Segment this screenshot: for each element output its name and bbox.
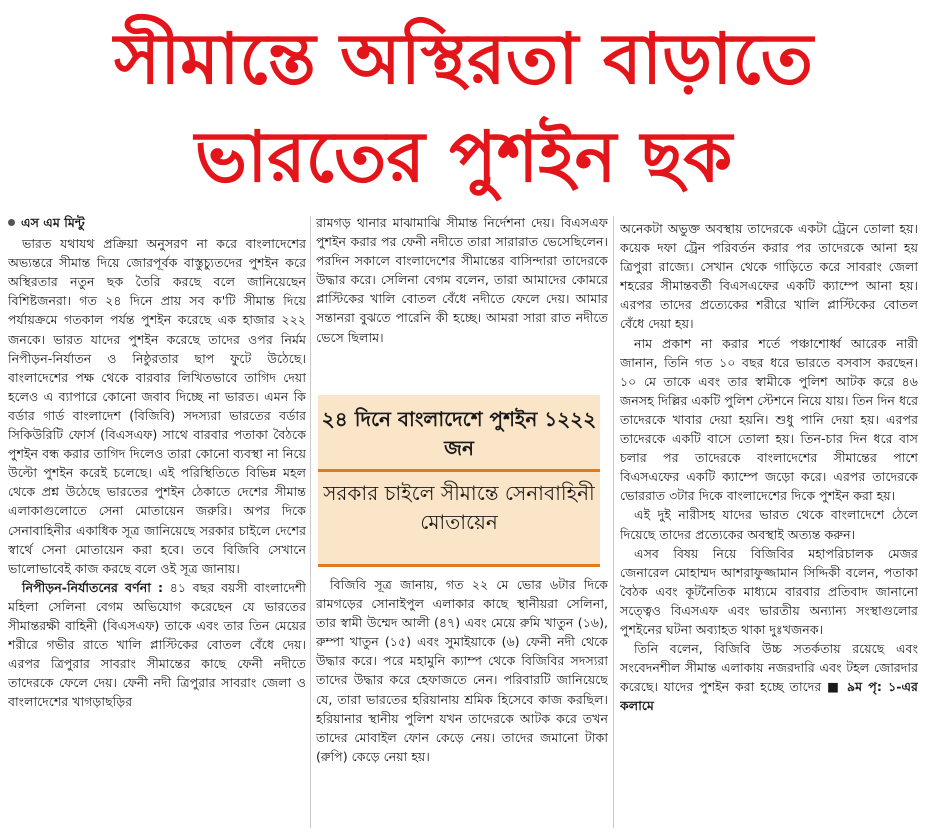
headline-line-1: সীমান্তে অস্থিরতা বাড়াতে: [113, 18, 814, 100]
callout-subhead: সরকার চাইলে সীমান্তে সেনাবাহিনী মোতায়েন: [323, 481, 595, 534]
callout-box: [318, 395, 600, 567]
paragraph: [620, 639, 918, 715]
headline: [0, 0, 927, 210]
callout-highlight: ২৪ দিনে বাংলাদেশে পুশইন ১২২২ জন: [321, 407, 597, 460]
column-2-bottom: [316, 575, 608, 830]
paragraph: এই দুই নারীসহ যাদের ভারত থেকে বাংলাদেশে ঠেলে দিয়েছে তাদের প্রত্যেকের অবস্থাই অত্যন্ত করুন।: [620, 507, 918, 542]
bullet-icon: [8, 219, 15, 226]
byline-text: এস এম মিন্টু: [21, 215, 85, 230]
column-2-top: [316, 213, 608, 389]
column-divider: [310, 216, 311, 828]
paragraph-text: তিনি বলেন, বিজিবি উচ্চ সতর্কতায় রয়েছে এবং সংবেদনশীল সীমান্ত এলাকায় নজরদারি এবং টহল জোরদার করেছে। যাদের পুশইন করা হচ্ছে তাদের: [620, 641, 918, 695]
column-1: [8, 213, 306, 830]
paragraph: নাম প্রকাশ না করার শর্তে পঞ্চাশোর্ধ্ব আরেক নারী জানান, তিনি গত ১০ বছর ধরে ভারতে বসবাস করছেন। ১০ মে তাকে এবং তার স্বামীকে পুলিশ আটক করে ৪৬ জনসহ দিল্লির একটি পুলিশ স্টেশনে নিয়ে যায়। তিন দিন ধরে তাদেরকে খাবার দেয়া হয়নি। শুধু পানি দেয়া হয়। এরপর তাদেরকে একটি বাসে তোলা হয়। তিন-চার দিন ধরে বাস চলার পর তাদেরকে বাংলাদেশের সীমান্তের পাশে বিএসএফের একটি ক্যাম্পে জড়ো করে। এরপর তাদেরকে ভোররাত ৩টার দিকে বাংলাদেশের দিকে পুশইন করা হয়।: [620, 335, 918, 504]
paragraph: রামগড় থানার মাঝামাঝি সীমান্ত নির্দেশনা দেয়। বিএসএফ পুশইন করার পর ফেনী নদীতে তারা সারারাত ভেসেছিলেন। পরদিন সকালে বাংলাদেশের সীমান্তের বাসিন্দারা তাদেরকে উদ্ধার করে। সেলিনা বেগম বলেন, তারা আমাদের কোমরে প্লাস্টিকের খালি বোতল বেঁধে নদীতে ফেলে দেয়। আমার সন্তানরা বুঝতে পারেনি কী হচ্ছে। আমরা সারা রাত নদীতে ভেসে ছিলাম।: [316, 215, 608, 345]
column-divider: [613, 216, 614, 828]
jump-text[interactable]: ৯ম পৃ: ১-এর কলামে: [620, 679, 918, 714]
paragraph: ভারত যথাযথ প্রক্রিয়া অনুসরণ না করে বাংলাদেশের অভ্যন্তরে সীমান্ত দিয়ে জোরপূর্বক বাস্তুচ্যুতদের পুশইন করে অস্থিরতার নতুন ছক তৈরি করছে বলে জানিয়েছেন বিশিষ্টজনরা। গত ২৪ দিনে প্রায় সব ক'টি সীমান্ত দিয়ে পর্যায়ক্রমে গতকাল পর্যন্ত পুশইন করেছে এক হাজার ২২২ জনকে। ভারত যাদের পুশইন করেছে তাদের ওপর নির্মম নিপীড়ন-নির্যাতন ও নিষ্ঠুরতার ছাপ ফুটে উঠেছে। বাংলাদেশের পক্ষ থেকে বারবার লিখিতভাবে তাগিদ দেয়া হলেও এ ব্যাপারে কোনো জবাব দিচ্ছে না ভারত। এমন কি বর্ডার গার্ড বাংলাদেশ (বিজিবি) সদস্যরা ভারতের বর্ডার সিকিউরিটি ফোর্স (বিএসএফ) সাথে বারবার পতাকা বৈঠকে পুশইন বন্ধ করার তাগিদ দিলেও তারা কোনো ব্যবস্থা না নিয়ে উল্টো পুশইন করেই চলেছে। এই পরিস্থিতিতে বিভিন্ন মহল থেকে প্রশ্ন উঠেছে ভারতের পুশইন ঠেকাতে দেশের সীমান্ত এলাকাগুলোতে সেনা মোতায়েন জরুরি। অপর দিকে সেনাবাহিনীর একাধিক সূত্র জানিয়েছে সরকার চাইলে দেশের স্বার্থে সেনা মোতায়েন করা হবে। তবে বিজিবি সেখানে ভালোভাবেই কাজ করছে বলে ওই সূত্র জানায়।: [8, 236, 306, 576]
paragraph: এসব বিষয় নিয়ে বিজিবির মহাপরিচালক মেজর জেনারেল মোহাম্মদ আশরাফুজ্জামান সিদ্দিকী বলেন, পতাকা বৈঠক এবং কূটনৈতিক মাধ্যমে বারবার প্রতিবাদ জানানো সত্ত্বেও বিএসএফ এবং ভারতীয় অন্যান্য সংস্থাগুলোর পুশইনের ঘটনা অব্যাহত থাকা দুঃখজনক।: [620, 545, 918, 637]
paragraph-subsection: [8, 578, 306, 712]
headline-line-2: ভারতের পুশইন ছক: [194, 116, 733, 198]
paragraph: অনেকটা অভুক্ত অবস্থায় তাদেরকে একটা ট্রেনে তোলা হয়। কয়েক দফা ট্রেন পরিবর্তন করার পর তাদেরকে আনা হয় ত্রিপুরা রাজ্যে। সেখান থেকে গাড়িতে করে সাবরাং জেলা শহরের সীমান্তবর্তী বিএসএফের একটি ক্যাম্পে আনা হয়। এরপর তাদের প্রত্যেকের শরীরে খালি প্লাস্টিকের বোতল বেঁধে দেয়া হয়।: [620, 221, 918, 332]
column-3: [620, 219, 918, 830]
paragraph: বিজিবি সূত্র জানায়, গত ২২ মে ভোর ৬টার দিকে রামগড়ের সোনাইপুল এলাকার কাছে স্থানীয়রা সেলিনা, তার স্বামী উম্মেদ আলী (৪৭) এবং মেয়ে রুমি খাতুন (১৬), রুম্পা খাতুন (১৫) এবং সুমাইয়াকে (৬) ফেনী নদী থেকে উদ্ধার করে। পরে মহামুনি ক্যাম্প থেকে বিজিবির সদস্যরা তাদের উদ্ধার করে হেফাজতে নেন। পরিবারটি জানিয়েছে যে, তারা ভারতের হরিয়ানায় শ্রমিক হিসেবে কাজ করছিল। হরিয়ানার স্থানীয় পুলিশ যখন তাদেরকে আটক করে তখন তাদের মোবাইল ফোন কেড়ে নেয়। তাদের জমানো টাকা (রুপি) কেড়ে নেয়া হয়।: [316, 577, 608, 764]
callout-divider: [318, 469, 600, 472]
jump-reference[interactable]: ■ ৯ম পৃ: ১-এর কলামে: [620, 679, 918, 714]
subheading: নিপীড়ন-নির্যাতনের বর্ণনা :: [22, 579, 164, 595]
callout-rule: [318, 564, 600, 567]
subsection-text: ৪১ বছর বয়সী বাংলাদেশী মহিলা সেলিনা বেগম অভিযোগ করেছেন যে ভারতের সীমান্তরক্ষী বাহিনী (বিএসএফ) তাকে এবং তার তিন মেয়ের শরীরে গভীর রাতে খালি প্লাস্টিকের বোতল বেঁধে দেয়। এরপর ত্রিপুরার সাবরাং সীমান্তের কাছে ফেনী নদীতে তাদেরকে ফেলে দেয়। ফেনী নদী ত্রিপুরার সাবরাং জেলা ও বাংলাদেশের খাগড়াছড়ির: [8, 579, 306, 710]
byline: [8, 213, 306, 232]
